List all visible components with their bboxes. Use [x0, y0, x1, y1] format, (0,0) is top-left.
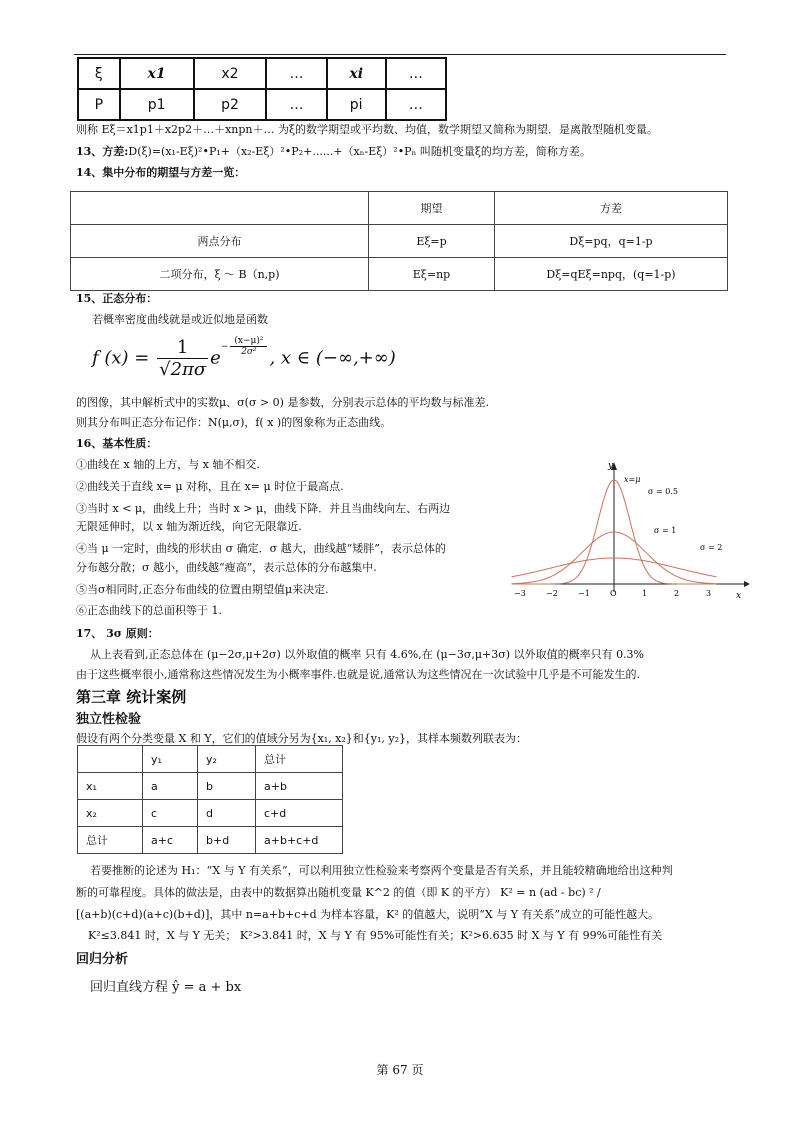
- section-title: 回归分析: [76, 952, 129, 967]
- table-cell: 总计: [78, 827, 143, 854]
- y-axis-label: y: [608, 461, 614, 471]
- x-tick-labels: [514, 589, 711, 598]
- table-row: [71, 258, 728, 291]
- table-cell: p2: [194, 89, 267, 120]
- regression-equation: 回归直线方程 ŷ = a + bx: [90, 980, 242, 995]
- section-heading: 14、集中分布的期望与方差一览：: [76, 166, 246, 179]
- text-line: 若要推断的论述为 H₁：“X 与 Y 有关系”，可以利用独立性检验来考察两个变量是否有关系，并且能较精确地给出这种判: [90, 864, 673, 877]
- table-row: [71, 225, 728, 258]
- section-heading: 16、基本性质：: [76, 437, 158, 450]
- table-cell: Dξ=pq，q=1-p: [495, 225, 728, 258]
- text-line: [76, 143, 591, 159]
- figure-label: x=μ: [624, 475, 641, 484]
- table-cell: …: [386, 89, 446, 120]
- text-span: D(ξ)=(x₁-Eξ)²•P₁+（x₂-Eξ）²•P₂+......+（xₙ-Eξ）²•Pₙ 叫随机变量ξ的均方差，简称方差。: [128, 145, 591, 158]
- property-item: ①曲线在 x 轴的上方，与 x 轴不相交.: [76, 458, 260, 471]
- x-tick-label: −1: [578, 589, 590, 598]
- x-axis-label: x: [736, 591, 742, 601]
- normal-curves-figure: [504, 456, 754, 604]
- table-row: [78, 773, 343, 800]
- distribution-table: [77, 57, 447, 121]
- normal-density-formula: [92, 337, 396, 380]
- table-cell: x₂: [78, 800, 143, 827]
- table-row: [78, 58, 446, 89]
- property-item: ⑤当σ相同时,正态分布曲线的位置由期望值μ来决定.: [76, 583, 329, 596]
- property-item: ②曲线关于直线 x= μ 对称，且在 x= μ 时位于最高点.: [76, 480, 344, 493]
- x-tick-label: O: [610, 589, 617, 598]
- table-row: [71, 192, 728, 225]
- formula-domain: , x ∈ (−∞,+∞): [269, 347, 396, 369]
- text-line: 假设有两个分类变量 X 和 Y，它们的值域分另为{x₁, x₂}和{y₁, y₂}，其样本频数列联表为：: [76, 732, 528, 745]
- formula-fraction: [157, 337, 208, 380]
- table-cell: P: [78, 89, 120, 120]
- table-header-cell: 期望: [369, 192, 495, 225]
- table-cell: b: [198, 773, 256, 800]
- table-header-cell: [71, 192, 369, 225]
- table-cell: Eξ=p: [369, 225, 495, 258]
- fraction-denominator: √2πσ: [159, 359, 207, 380]
- table-cell: Dξ=qEξ=npq，(q=1-p): [495, 258, 728, 291]
- table-header-cell: y₂: [198, 746, 256, 773]
- fraction-numerator: 1: [157, 337, 208, 359]
- property-item: 无限延伸时，以 x 轴为渐近线，向它无限靠近.: [76, 520, 302, 533]
- property-item: ④当 μ 一定时，曲线的形状由 σ 确定．σ 越大，曲线越“矮胖”，表示总体的: [76, 542, 446, 555]
- figure-label: σ = 2: [700, 543, 723, 552]
- formula-lhs: f (x) =: [92, 347, 150, 369]
- page-number: 第 67 页: [376, 1063, 424, 1077]
- table-cell: Eξ=np: [369, 258, 495, 291]
- table-cell: 两点分布: [71, 225, 369, 258]
- table-cell: pi: [327, 89, 386, 120]
- figure-label: σ = 1: [654, 526, 677, 535]
- table-cell: a: [143, 773, 198, 800]
- table-row: [78, 89, 446, 120]
- exponent-denominator: 2σ²: [241, 346, 257, 357]
- table-header-cell: y₁: [143, 746, 198, 773]
- x-tick-label: 1: [642, 589, 648, 598]
- table-cell: a+c: [143, 827, 198, 854]
- figure-label: σ = 0.5: [648, 487, 678, 496]
- property-item: ⑥正态曲线下的总面积等于 1.: [76, 604, 222, 617]
- exponent-numerator: (x−μ)²: [230, 336, 267, 347]
- text-line: 则称 Eξ＝x1p1＋x2p2＋…＋xnpn＋… 为ξ的数学期望或平均数、均值，数学期望又简称为期望．是离散型随机变量。: [76, 123, 659, 136]
- text-line: 断的可靠程度。具体的做法是，由表中的数据算出随机变量 K^2 的值（即 K 的平方） K² = n (ad - bc) ² /: [76, 886, 601, 899]
- contingency-table: [77, 745, 343, 854]
- x-tick-label: 2: [674, 589, 680, 598]
- top-rule: [74, 54, 726, 55]
- text-line: 从上表看到,正态总体在 (μ−2σ,μ+2σ) 以外取值的概率 只有 4.6%,在 (μ−3σ,μ+3σ) 以外取值的概率只有 0.3%: [90, 648, 645, 661]
- table-cell: …: [266, 89, 326, 120]
- text-line: 由于这些概率很小,通常称这些情况发生为小概率事件.也就是说,通常认为这些情况在一次试验中几乎是不可能发生的.: [76, 668, 640, 681]
- property-item: 分布越分散；σ 越小，曲线越“瘦高”，表示总体的分布越集中.: [76, 561, 377, 574]
- text-line: 的图像，其中解析式中的实数μ、σ(σ > 0) 是参数，分别表示总体的平均数与标准差.: [76, 396, 489, 409]
- table-cell: b+d: [198, 827, 256, 854]
- formula-exp-base: e: [210, 347, 221, 369]
- table-cell: a+b: [256, 773, 343, 800]
- table-cell: …: [386, 58, 446, 89]
- property-item: ③当时 x < μ，曲线上升；当时 x > μ，曲线下降．并且当曲线向左、右两边: [76, 502, 451, 515]
- distribution-summary-table: [70, 191, 728, 291]
- table-cell: p1: [120, 89, 194, 120]
- table-cell: xi: [327, 58, 386, 89]
- section-title: 独立性检验: [76, 712, 142, 727]
- table-cell: a+b+c+d: [256, 827, 343, 854]
- table-cell: c+d: [256, 800, 343, 827]
- table-cell: d: [198, 800, 256, 827]
- formula-exponent: − (x−μ)² 2σ²: [221, 342, 270, 352]
- table-row: [78, 827, 343, 854]
- item-heading: 13、方差:: [76, 145, 129, 158]
- text-line: 则其分布叫正态分布记作：N(μ,σ)，f( x )的图象称为正态曲线。: [76, 416, 392, 429]
- table-row: [78, 746, 343, 773]
- table-cell: x1: [120, 58, 194, 89]
- text-line: [(a+b)(c+d)(a+c)(b+d)]，其中 n=a+b+c+d 为样本容量，K² 的值越大，说明“X 与 Y 有关系”成立的可能性越大。: [76, 908, 660, 921]
- table-cell: …: [266, 58, 326, 89]
- x-axis-arrow-icon: [744, 581, 750, 587]
- table-cell: 二项分布，ξ ～ B（n,p): [71, 258, 369, 291]
- table-cell: x₁: [78, 773, 143, 800]
- table-row: [78, 800, 343, 827]
- x-tick-label: −2: [546, 589, 558, 598]
- table-cell: ξ: [78, 58, 120, 89]
- table-header-cell: 方差: [495, 192, 728, 225]
- table-header-cell: [78, 746, 143, 773]
- chapter-title: 第三章 统计案例: [76, 688, 187, 706]
- text-line: 若概率密度曲线就是或近似地是函数: [92, 313, 268, 326]
- section-heading: 17、 3σ 原则：: [76, 627, 159, 640]
- exponent-fraction: [230, 336, 267, 357]
- table-header-cell: 总计: [256, 746, 343, 773]
- text-line: K²≤3.841 时，X 与 Y 无关； K²>3.841 时，X 与 Y 有 95%可能性有关；K²>6.635 时 X 与 Y 有 99%可能性有关: [88, 929, 663, 942]
- section-heading: 15、正态分布：: [76, 292, 158, 305]
- x-tick-label: −3: [514, 589, 526, 598]
- x-tick-label: 3: [706, 589, 712, 598]
- table-cell: c: [143, 800, 198, 827]
- table-cell: x2: [194, 58, 267, 89]
